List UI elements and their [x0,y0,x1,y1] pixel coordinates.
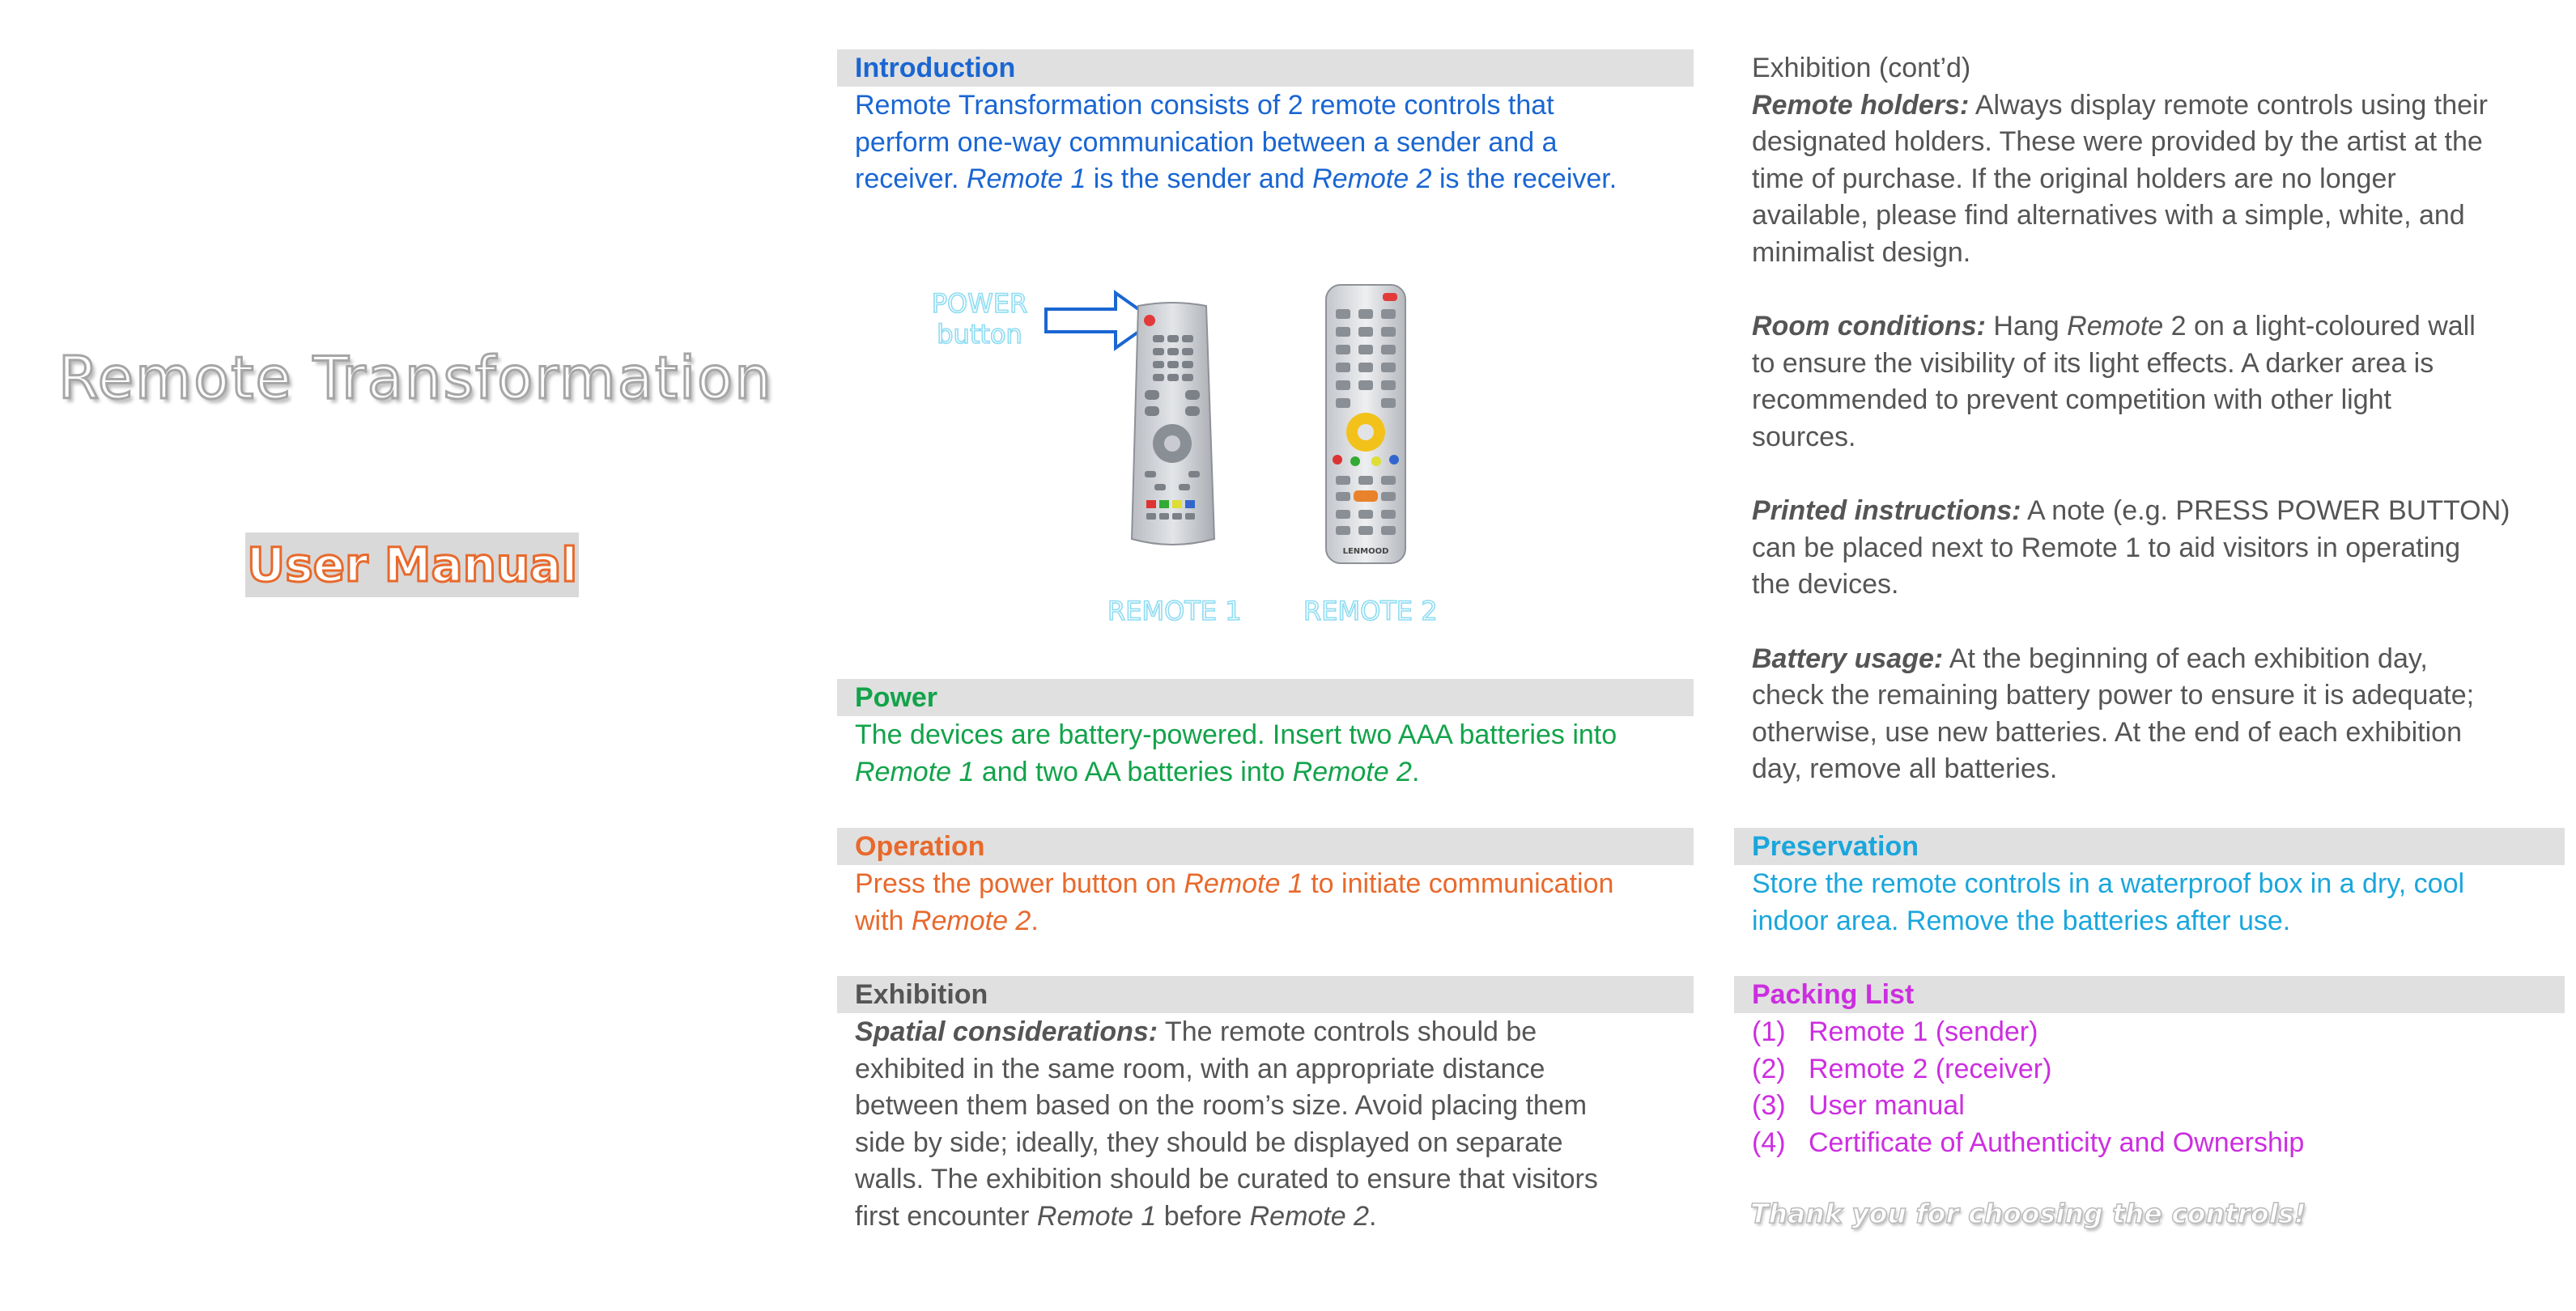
operation-text [855,866,1613,940]
power-line: The devices are battery-powered. Insert two AAA batteries into [855,719,1617,750]
remote-1-ref: Remote 1 [966,163,1086,195]
exhibition-line: between them based on the room’s size. Avoid placing them [855,1090,1588,1122]
packing-list-item: (3) User manual [1752,1090,1965,1122]
introduction-header: Introduction [837,49,1694,87]
introduction-line: Remote Transformation consists of 2 remote controls that [855,90,1554,121]
closing-message: Thank you for choosing the controls! [1750,1198,2306,1229]
exhibition-text [855,1014,1598,1236]
power-line: Remote 1 and two AA batteries into Remote 2. [855,756,1420,787]
holders-line: designated holders. These were provided by the artist at the [1752,126,2483,158]
holders-line: minimalist design. [1752,236,1971,268]
exhibition-contd-text [1752,50,2510,788]
packing-list-item: (1) Remote 1 (sender) [1752,1016,2038,1047]
battery-line: day, remove all batteries. [1752,753,2058,785]
preservation-line: Store the remote controls in a waterproof box in a dry, cool [1752,868,2465,899]
exhibition-contd-title: Exhibition (cont’d) [1752,53,1971,83]
operation-line: with Remote 2. [855,905,1039,936]
spacer [1752,604,2510,641]
preservation-header: Preservation [1734,828,2565,865]
remote-2-label: REMOTE 2 [1303,596,1438,626]
power-text [855,717,1617,791]
battery-line: otherwise, use new batteries. At the end of each exhibition [1752,716,2462,748]
battery-line: Battery usage: At the beginning of each exhibition day, [1752,643,2428,674]
holders-line: available, please find alternatives with a simple, white, and [1752,200,2465,231]
spacer [1752,272,2510,309]
exhibition-line: walls. The exhibition should be curated to ensure that visitors [855,1164,1598,1195]
room-line: Room conditions: Hang Remote 2 on a light-coloured wall [1752,311,2476,342]
exhibition-line: side by side; ideally, they should be displayed on separate [855,1126,1563,1158]
room-line: to ensure the visibility of its light effects. A darker area is [1752,347,2434,379]
operation-header: Operation [837,828,1694,865]
exhibition-line: exhibited in the same room, with an appropriate distance [855,1053,1545,1084]
printed-line: the devices. [1752,569,1899,600]
remote-2-brand: LENMOOD [1342,547,1389,556]
packing-list-item: (4) Certificate of Authenticity and Ownership [1752,1126,2305,1158]
document-subtitle: User Manual [245,532,579,597]
preservation-text [1752,866,2464,940]
spacer [1752,456,2510,494]
exhibition-line: first encounter Remote 1 before Remote 2. [855,1200,1377,1232]
introduction-text [855,87,1617,198]
preservation-line: indoor area. Remove the batteries after use. [1752,905,2291,936]
remote-1-label: REMOTE 1 [1107,596,1242,626]
remote-1-image [1124,299,1221,550]
holders-line: time of purchase. If the original holders are no longer [1752,163,2396,194]
room-line: recommended to prevent competition with other light [1752,384,2391,416]
introduction-line: perform one-way communication between a sender and a [855,126,1558,158]
packing-list [1752,1014,2304,1161]
exhibition-header: Exhibition [837,976,1694,1013]
introduction-line: receiver. Remote 1 is the sender and Remote 2 is the receiver. [855,163,1617,195]
exhibition-line: Spatial considerations: The remote controls should be [855,1016,1537,1047]
remote-2-ref: Remote 2 [1312,163,1432,195]
operation-line: Press the power button on Remote 1 to initiate communication [855,868,1614,899]
packing-list-header: Packing List [1734,976,2565,1013]
holders-line: Remote holders: Always display remote controls using their [1752,89,2488,121]
printed-line: can be placed next to Remote 1 to aid visitors in operating [1752,532,2461,563]
battery-line: check the remaining battery power to ensure it is adequate; [1752,680,2475,711]
document-title: Remote Transformation [58,344,773,412]
power-button-label: POWER button [931,288,1028,350]
room-line: sources. [1752,421,1856,452]
power-header: Power [837,679,1694,716]
printed-line: Printed instructions: A note (e.g. PRESS POWER BUTTON) [1752,495,2510,527]
packing-list-item: (2) Remote 2 (receiver) [1752,1053,2052,1084]
remote-2-image [1321,282,1410,566]
power-button-dot [1144,315,1155,326]
